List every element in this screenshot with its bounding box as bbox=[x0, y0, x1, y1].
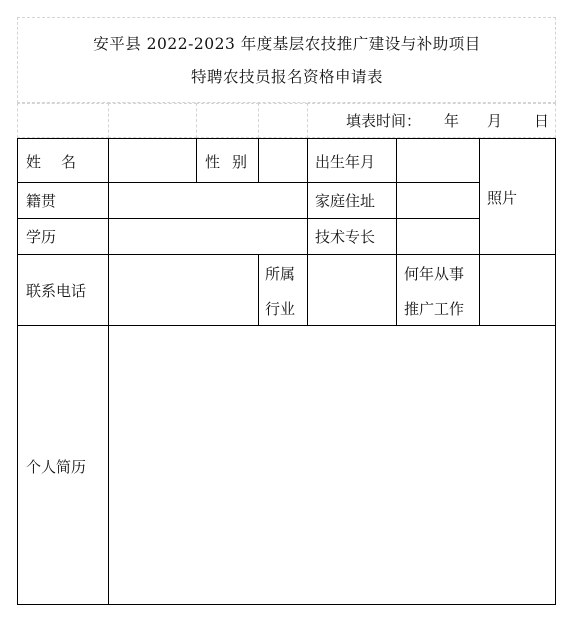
industry-field[interactable] bbox=[308, 255, 396, 325]
fill-time-month: 月 bbox=[487, 112, 503, 130]
education-label: 学历 bbox=[26, 228, 57, 246]
table-border-bottom bbox=[17, 604, 556, 605]
photo-box[interactable] bbox=[480, 139, 555, 254]
birth-label: 出生年月 bbox=[315, 153, 376, 171]
table-rule bbox=[17, 254, 556, 255]
name-field[interactable] bbox=[109, 139, 196, 182]
since-field[interactable] bbox=[480, 255, 555, 325]
phone-label: 联系电话 bbox=[26, 282, 87, 300]
native-place-field[interactable] bbox=[109, 183, 307, 218]
table-col-line bbox=[196, 138, 197, 183]
home-address-field[interactable] bbox=[397, 183, 479, 218]
industry-label-line2: 行业 bbox=[265, 300, 296, 318]
fill-time-day: 日 bbox=[534, 112, 550, 130]
since-label-line2: 推广工作 bbox=[404, 300, 465, 318]
fill-time-label: 填表时间： bbox=[346, 112, 422, 130]
industry-label-line1: 所属 bbox=[265, 265, 296, 283]
fill-time-year: 年 bbox=[444, 112, 460, 130]
native-place-label: 籍贯 bbox=[26, 192, 57, 210]
photo-label: 照片 bbox=[487, 189, 518, 207]
title-area-outline bbox=[17, 17, 556, 103]
since-label-line1: 何年从事 bbox=[404, 265, 465, 283]
resume-field[interactable] bbox=[109, 326, 555, 604]
filltime-row-cell bbox=[258, 103, 308, 138]
filltime-row-cell bbox=[17, 103, 109, 138]
gender-label: 性别 bbox=[205, 153, 260, 171]
name-label: 姓名 bbox=[26, 153, 97, 171]
form-title-line1: 安平县 2022-2023 年度基层农技推广建设与补助项目 bbox=[93, 35, 481, 53]
form-title-line2: 特聘农技员报名资格申请表 bbox=[190, 68, 383, 86]
filltime-row-cell bbox=[307, 103, 556, 138]
specialty-field[interactable] bbox=[397, 219, 479, 254]
table-col-line bbox=[258, 254, 259, 326]
filltime-row-cell bbox=[108, 103, 197, 138]
resume-label: 个人简历 bbox=[26, 458, 87, 476]
education-field[interactable] bbox=[109, 219, 307, 254]
home-address-label: 家庭住址 bbox=[315, 192, 376, 210]
table-border-left bbox=[17, 138, 18, 605]
table-border-right bbox=[555, 138, 556, 605]
specialty-label: 技术专长 bbox=[315, 228, 376, 246]
filltime-row-cell bbox=[196, 103, 259, 138]
phone-field[interactable] bbox=[109, 255, 258, 325]
gender-field[interactable] bbox=[259, 139, 307, 182]
birth-field[interactable] bbox=[397, 139, 479, 182]
